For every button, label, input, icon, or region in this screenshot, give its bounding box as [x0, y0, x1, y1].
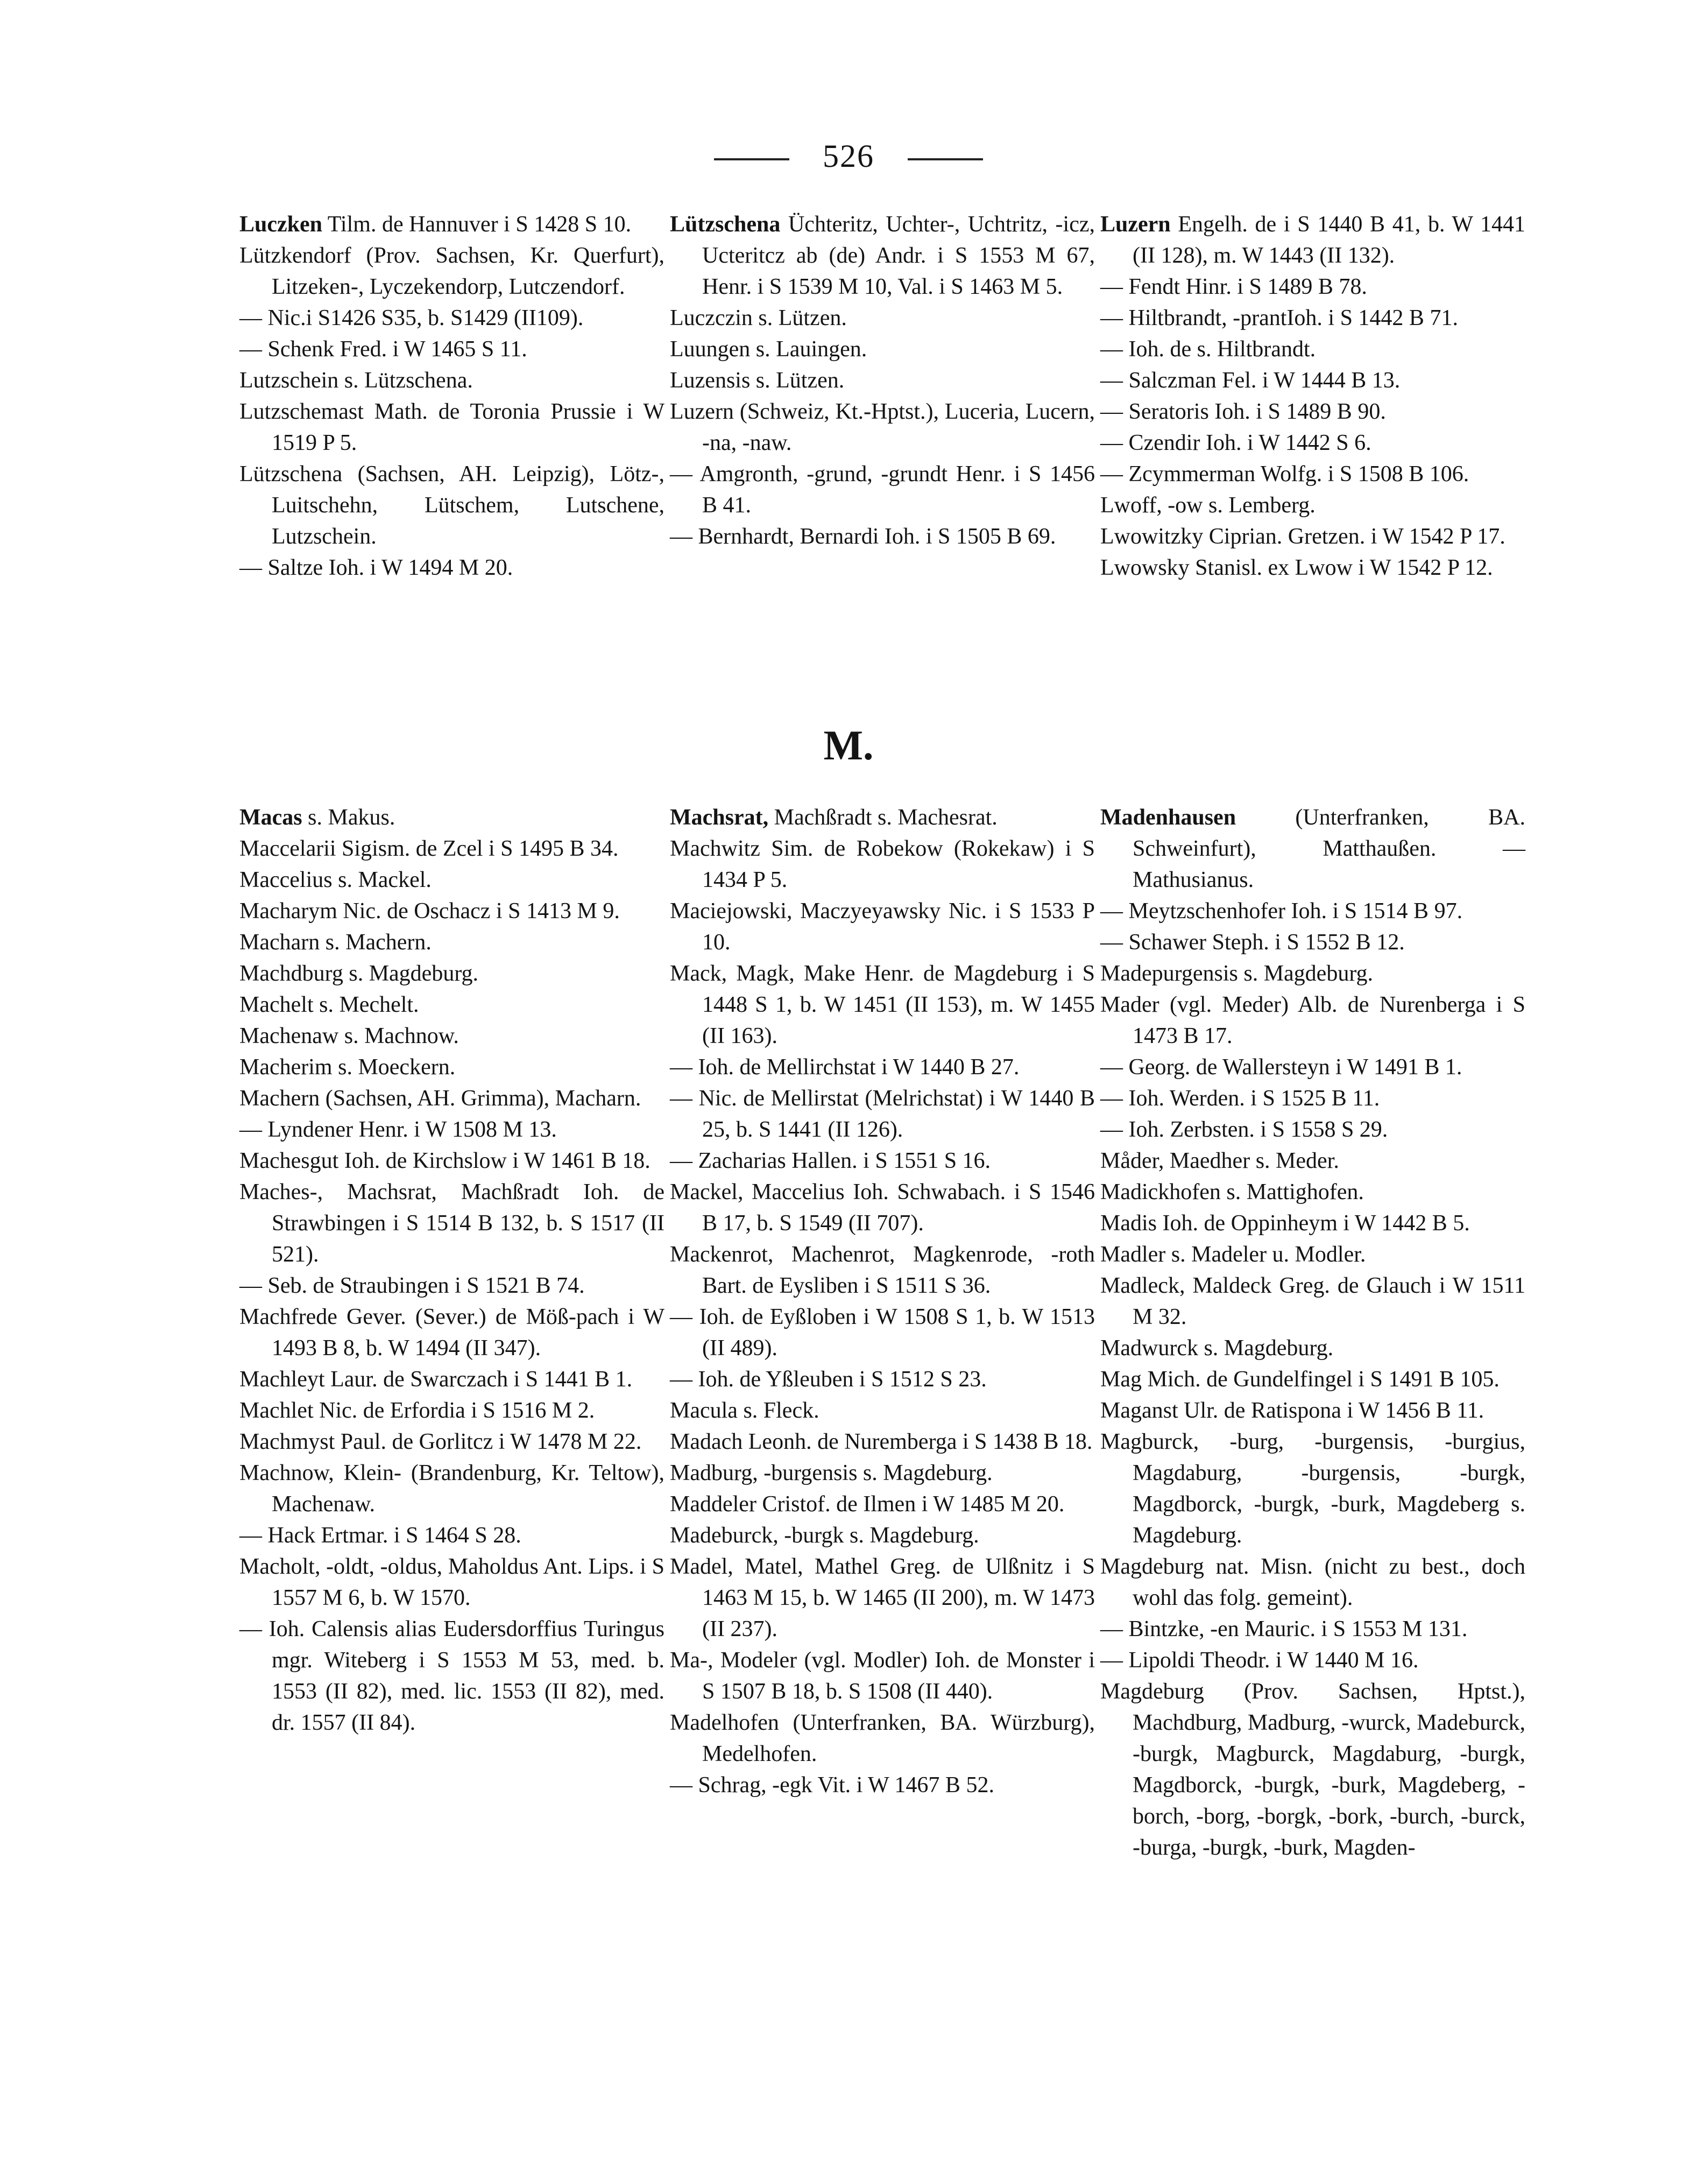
column-bottom-2	[670, 802, 1095, 1801]
entry-text: Macula s. Fleck.	[670, 1398, 819, 1423]
entry-text: Maches-, Machsrat, Machßradt Ioh. de Strawbingen i S 1514 B 132, b. S 1517 (II 521).	[239, 1180, 664, 1267]
index-entry	[239, 802, 664, 833]
entry-text: Lutzschein s. Lützschena.	[239, 368, 473, 393]
column-top-3	[1100, 209, 1525, 583]
entry-text: — Salczman Fel. i W 1444 B 13.	[1100, 368, 1401, 393]
page-header	[0, 135, 1697, 178]
index-entry	[239, 989, 664, 1020]
index-entry	[670, 1426, 1095, 1457]
entry-text: — Ioh. Calensis alias Eudersdorffius Turingus mgr. Witeberg i S 1553 M 53, med. b. 1553 (II 82), med. lic. 1553 (II 82), med. dr. 1557 (II 84).	[239, 1617, 664, 1735]
index-entry	[239, 459, 664, 552]
index-entry	[239, 927, 664, 958]
entry-text: — Schawer Steph. i S 1552 B 12.	[1100, 930, 1405, 955]
index-entry	[239, 1145, 664, 1176]
index-entry	[1100, 1614, 1525, 1645]
entry-text: — Nic. de Mellirstat (Melrichstat) i W 1440 B 25, b. S 1441 (II 126).	[670, 1086, 1095, 1142]
entry-text: — Czendir Ioh. i W 1442 S 6.	[1100, 431, 1371, 455]
entry-text: — Bernhardt, Bernardi Ioh. i S 1505 B 69.	[670, 524, 1056, 549]
index-entry	[1100, 1208, 1525, 1239]
entry-text: Machleyt Laur. de Swarczach i S 1441 B 1.	[239, 1367, 633, 1392]
index-entry	[1100, 1333, 1525, 1364]
index-entry	[1100, 396, 1525, 427]
entry-text: — Seratoris Ioh. i S 1489 B 90.	[1100, 399, 1386, 424]
entry-headword: Lützschena	[670, 212, 781, 237]
index-entry	[670, 1489, 1095, 1520]
column-top-1	[239, 209, 664, 583]
entry-text: Madel, Matel, Mathel Greg. de Ulßnitz i S 1463 M 15, b. W 1465 (II 200), m. W 1473 (II 237).	[670, 1554, 1095, 1641]
entry-text: — Fendt Hinr. i S 1489 B 78.	[1100, 274, 1367, 299]
entry-text: — Zacharias Hallen. i S 1551 S 16.	[670, 1149, 991, 1173]
entry-text: (Unterfranken, BA. Schweinfurt), Matthaußen. — Mathusianus.	[1133, 805, 1525, 892]
entry-text: Tilm. de Hannuver i S 1428 S 10.	[322, 212, 632, 237]
index-entry	[670, 334, 1095, 365]
entry-text: Üchteritz, Uchter-, Uchtritz, -icz, Ucteritcz ab (de) Andr. i S 1553 M 67, Henr. i S 1539 M 10, Val. i S 1463 M 5.	[702, 212, 1095, 299]
index-entry	[239, 552, 664, 583]
index-entry	[239, 1114, 664, 1145]
entry-text: — Ioh. Zerbsten. i S 1558 S 29.	[1100, 1117, 1388, 1142]
index-entry	[670, 1301, 1095, 1364]
entry-headword: Madenhausen	[1100, 805, 1236, 830]
index-entry	[239, 833, 664, 864]
entry-text: Madler s. Madeler u. Modler.	[1100, 1242, 1366, 1267]
index-entry	[1100, 521, 1525, 552]
index-entry	[1100, 989, 1525, 1052]
entry-text: Machmyst Paul. de Gorlitcz i W 1478 M 22.	[239, 1429, 642, 1454]
entry-text: Machenaw s. Machnow.	[239, 1024, 459, 1048]
index-entry	[670, 1551, 1095, 1645]
index-entry	[1100, 1645, 1525, 1676]
index-entry	[239, 1083, 664, 1114]
column-bottom-3	[1100, 802, 1525, 1863]
index-entry	[239, 1395, 664, 1426]
index-entry	[1100, 1426, 1525, 1551]
entry-text: Ma-, Modeler (vgl. Modler) Ioh. de Monster i S 1507 B 18, b. S 1508 (II 440).	[670, 1648, 1095, 1704]
index-entry	[670, 302, 1095, 334]
index-entry	[670, 1364, 1095, 1395]
index-entry	[239, 334, 664, 365]
index-entry	[1100, 1676, 1525, 1863]
index-entry	[239, 1457, 664, 1520]
index-entry	[239, 864, 664, 896]
index-entry	[1100, 927, 1525, 958]
entry-headword: Luzern	[1100, 212, 1171, 237]
index-entry	[1100, 459, 1525, 490]
index-entry	[239, 896, 664, 927]
index-entry	[670, 1520, 1095, 1551]
section-letter: M.	[823, 722, 874, 769]
index-entry	[670, 1770, 1095, 1801]
entry-text: — Nic.i S1426 S35, b. S1429 (II109).	[239, 306, 584, 330]
entry-text: Lützkendorf (Prov. Sachsen, Kr. Querfurt), Litzeken-, Lyczekendorp, Lutczendorf.	[239, 243, 664, 299]
column-bottom-1	[239, 802, 664, 1738]
entry-text: Machßradt s. Machesrat.	[768, 805, 998, 830]
index-entry	[1100, 334, 1525, 365]
entry-text: — Ioh. Werden. i S 1525 B 11.	[1100, 1086, 1380, 1111]
page-number: 526	[823, 138, 874, 174]
entry-headword: Luczken	[239, 212, 323, 237]
entry-text: Maciejowski, Maczyeyawsky Nic. i S 1533 P 10.	[670, 899, 1095, 955]
index-entry	[670, 896, 1095, 958]
entry-text: Maganst Ulr. de Ratispona i W 1456 B 11.	[1100, 1398, 1484, 1423]
entry-text: — Meytzschenhofer Ioh. i S 1514 B 97.	[1100, 899, 1463, 924]
index-entry	[239, 1176, 664, 1270]
index-entry	[239, 1426, 664, 1457]
entry-text: — Ioh. de Yßleuben i S 1512 S 23.	[670, 1367, 987, 1392]
index-entry	[239, 1020, 664, 1052]
index-entry	[670, 1457, 1095, 1489]
index-entry	[670, 1052, 1095, 1083]
index-entry	[239, 209, 664, 240]
entry-text: Måder, Maedher s. Meder.	[1100, 1149, 1339, 1173]
entry-text: Luzern (Schweiz, Kt.-Hptst.), Luceria, Lucern, -na, -naw.	[670, 399, 1095, 455]
index-entry	[1100, 271, 1525, 302]
entry-text: Madelhofen (Unterfranken, BA. Würzburg), Medelhofen.	[670, 1710, 1095, 1766]
entry-text: Madickhofen s. Mattighofen.	[1100, 1180, 1364, 1204]
entry-text: — Hack Ertmar. i S 1464 S 28.	[239, 1523, 521, 1548]
index-entry	[670, 1395, 1095, 1426]
index-entry	[670, 365, 1095, 396]
index-entry	[670, 958, 1095, 1052]
index-entry	[1100, 1052, 1525, 1083]
entry-text: Macholt, -oldt, -oldus, Maholdus Ant. Lips. i S 1557 M 6, b. W 1570.	[239, 1554, 664, 1610]
entry-text: Machelt s. Mechelt.	[239, 992, 419, 1017]
entry-text: — Georg. de Wallersteyn i W 1491 B 1.	[1100, 1055, 1462, 1080]
entry-text: Magdeburg nat. Misn. (nicht zu best., doch wohl das folg. gemeint).	[1100, 1554, 1525, 1610]
entry-text: Lwowsky Stanisl. ex Lwow i W 1542 P 12.	[1100, 555, 1493, 580]
entry-text: Lützschena (Sachsen, AH. Leipzig), Lötz-, Luitschehn, Lütschem, Lutschene, Lutzschein.	[239, 462, 664, 549]
entry-text: Magdeburg (Prov. Sachsen, Hptst.), Machdburg, Madburg, -wurck, Madeburck, -burgk, Magburck, Magdaburg, -burgk, Magdborck, -burgk, -burk, Magdeberg, -borch, -borg, -borgk, -bork, -burch, -burck, -burga, -burgk, -burk, Magden-	[1100, 1679, 1525, 1860]
entry-text: Maccelius s. Mackel.	[239, 868, 432, 892]
entry-text: — Amgronth, -grund, -grundt Henr. i S 1456 B 41.	[670, 462, 1095, 518]
entry-text: Luzensis s. Lützen.	[670, 368, 845, 393]
entry-text: Lwoff, -ow s. Lemberg.	[1100, 493, 1316, 518]
index-entry	[670, 396, 1095, 459]
index-entry	[239, 240, 664, 302]
index-entry	[239, 1551, 664, 1614]
entry-text: — Ioh. de Mellirchstat i W 1440 B 27.	[670, 1055, 1020, 1080]
entry-text: Engelh. de i S 1440 B 41, b. W 1441 (II 128), m. W 1443 (II 132).	[1133, 212, 1525, 268]
entry-text: Macherim s. Moeckern.	[239, 1055, 456, 1080]
entry-text: — Schenk Fred. i W 1465 S 11.	[239, 337, 527, 362]
index-entry	[1100, 896, 1525, 927]
entry-text: — Bintzke, -en Mauric. i S 1553 M 131.	[1100, 1617, 1468, 1641]
entry-text: Mader (vgl. Meder) Alb. de Nurenberga i S 1473 B 17.	[1100, 992, 1525, 1048]
index-entry	[239, 365, 664, 396]
entry-text: Machnow, Klein- (Brandenburg, Kr. Teltow), Machenaw.	[239, 1461, 664, 1517]
entry-text: s. Makus.	[302, 805, 395, 830]
index-entry	[1100, 552, 1525, 583]
entry-headword: Machsrat,	[670, 805, 769, 830]
index-entry	[1100, 209, 1525, 271]
index-entry	[239, 1052, 664, 1083]
entry-text: Maddeler Cristof. de Ilmen i W 1485 M 20.	[670, 1492, 1065, 1517]
entry-text: Lwowitzky Ciprian. Gretzen. i W 1542 P 17.	[1100, 524, 1505, 549]
entry-text: — Lipoldi Theodr. i W 1440 M 16.	[1100, 1648, 1419, 1673]
entry-text: Mack, Magk, Make Henr. de Magdeburg i S 1448 S 1, b. W 1451 (II 153), m. W 1455 (II 163).	[670, 961, 1095, 1048]
index-entry	[239, 1520, 664, 1551]
entry-text: Magburck, -burg, -burgensis, -burgius, Magdaburg, -burgensis, -burgk, Magdborck, -burgk, -burk, Magdeberg s. Magdeburg.	[1100, 1429, 1525, 1548]
index-entry	[1100, 427, 1525, 459]
entry-headword: Macas	[239, 805, 302, 830]
index-entry	[1100, 302, 1525, 334]
entry-text: Machdburg s. Magdeburg.	[239, 961, 479, 986]
entry-text: Mag Mich. de Gundelfingel i S 1491 B 105.	[1100, 1367, 1500, 1392]
entry-text: Mackenrot, Machenrot, Magkenrode, -roth Bart. de Eysliben i S 1511 S 36.	[670, 1242, 1095, 1298]
index-entry	[239, 1364, 664, 1395]
entry-text: Machfrede Gever. (Sever.) de Möß-pach i W 1493 B 8, b. W 1494 (II 347).	[239, 1305, 664, 1361]
entry-text: Macharym Nic. de Oschacz i S 1413 M 9.	[239, 899, 620, 924]
entry-text: — Lyndener Henr. i W 1508 M 13.	[239, 1117, 557, 1142]
index-entry	[1100, 1364, 1525, 1395]
index-entry	[670, 1145, 1095, 1176]
index-entry	[1100, 1270, 1525, 1333]
index-entry	[670, 1707, 1095, 1770]
index-entry	[239, 1301, 664, 1364]
entry-text: Luungen s. Lauingen.	[670, 337, 867, 362]
index-entry	[239, 1614, 664, 1738]
index-entry	[670, 459, 1095, 521]
index-entry	[670, 1645, 1095, 1707]
index-entry	[1100, 1083, 1525, 1114]
entry-text: — Hiltbrandt, -prantIoh. i S 1442 B 71.	[1100, 306, 1458, 330]
entry-text: Machlet Nic. de Erfordia i S 1516 M 2.	[239, 1398, 595, 1423]
entry-text: Machern (Sachsen, AH. Grimma), Macharn.	[239, 1086, 641, 1111]
header-rule-left	[714, 158, 789, 160]
entry-text: Lutzschemast Math. de Toronia Prussie i W 1519 P 5.	[239, 399, 664, 455]
index-entry	[1100, 958, 1525, 989]
index-entry	[1100, 1145, 1525, 1176]
index-entry	[670, 1176, 1095, 1239]
index-entry	[1100, 1551, 1525, 1614]
entry-text: Machesgut Ioh. de Kirchslow i W 1461 B 18.	[239, 1149, 650, 1173]
index-entry	[1100, 365, 1525, 396]
index-entry	[1100, 1239, 1525, 1270]
index-entry	[670, 209, 1095, 302]
index-entry	[239, 396, 664, 459]
entry-text: — Ioh. de s. Hiltbrandt.	[1100, 337, 1316, 362]
entry-text: — Saltze Ioh. i W 1494 M 20.	[239, 555, 513, 580]
index-entry	[670, 833, 1095, 896]
entry-text: Mackel, Maccelius Ioh. Schwabach. i S 1546 B 17, b. S 1549 (II 707).	[670, 1180, 1095, 1236]
index-entry	[670, 521, 1095, 552]
header-rule-right	[908, 158, 983, 160]
entry-text: Luczczin s. Lützen.	[670, 306, 847, 330]
entry-text: Madach Leonh. de Nuremberga i S 1438 B 18.	[670, 1429, 1093, 1454]
entry-text: Macharn s. Machern.	[239, 930, 432, 955]
entry-text: Madburg, -burgensis s. Magdeburg.	[670, 1461, 993, 1485]
entry-text: — Ioh. de Eyßloben i W 1508 S 1, b. W 1513 (II 489).	[670, 1305, 1095, 1361]
index-entry	[1100, 1395, 1525, 1426]
entry-text: Madleck, Maldeck Greg. de Glauch i W 1511 M 32.	[1100, 1273, 1525, 1329]
index-entry	[239, 302, 664, 334]
entry-text: — Seb. de Straubingen i S 1521 B 74.	[239, 1273, 585, 1298]
index-entry	[239, 958, 664, 989]
entry-text: Maccelarii Sigism. de Zcel i S 1495 B 34.	[239, 836, 619, 861]
index-entry	[670, 802, 1095, 833]
entry-text: — Schrag, -egk Vit. i W 1467 B 52.	[670, 1773, 994, 1798]
index-entry	[1100, 490, 1525, 521]
column-top-2	[670, 209, 1095, 552]
entry-text: — Zcymmerman Wolfg. i S 1508 B 106.	[1100, 462, 1469, 487]
entry-text: Madwurck s. Magdeburg.	[1100, 1336, 1334, 1361]
entry-text: Machwitz Sim. de Robekow (Rokekaw) i S 1434 P 5.	[670, 836, 1095, 892]
entry-text: Madis Ioh. de Oppinheym i W 1442 B 5.	[1100, 1211, 1470, 1236]
index-entry	[239, 1270, 664, 1301]
entry-text: Madeburck, -burgk s. Magdeburg.	[670, 1523, 979, 1548]
index-entry	[1100, 1176, 1525, 1208]
index-entry	[1100, 1114, 1525, 1145]
index-entry	[670, 1239, 1095, 1301]
index-entry	[670, 1083, 1095, 1145]
index-entry	[1100, 802, 1525, 896]
entry-text: Madepurgensis s. Magdeburg.	[1100, 961, 1374, 986]
